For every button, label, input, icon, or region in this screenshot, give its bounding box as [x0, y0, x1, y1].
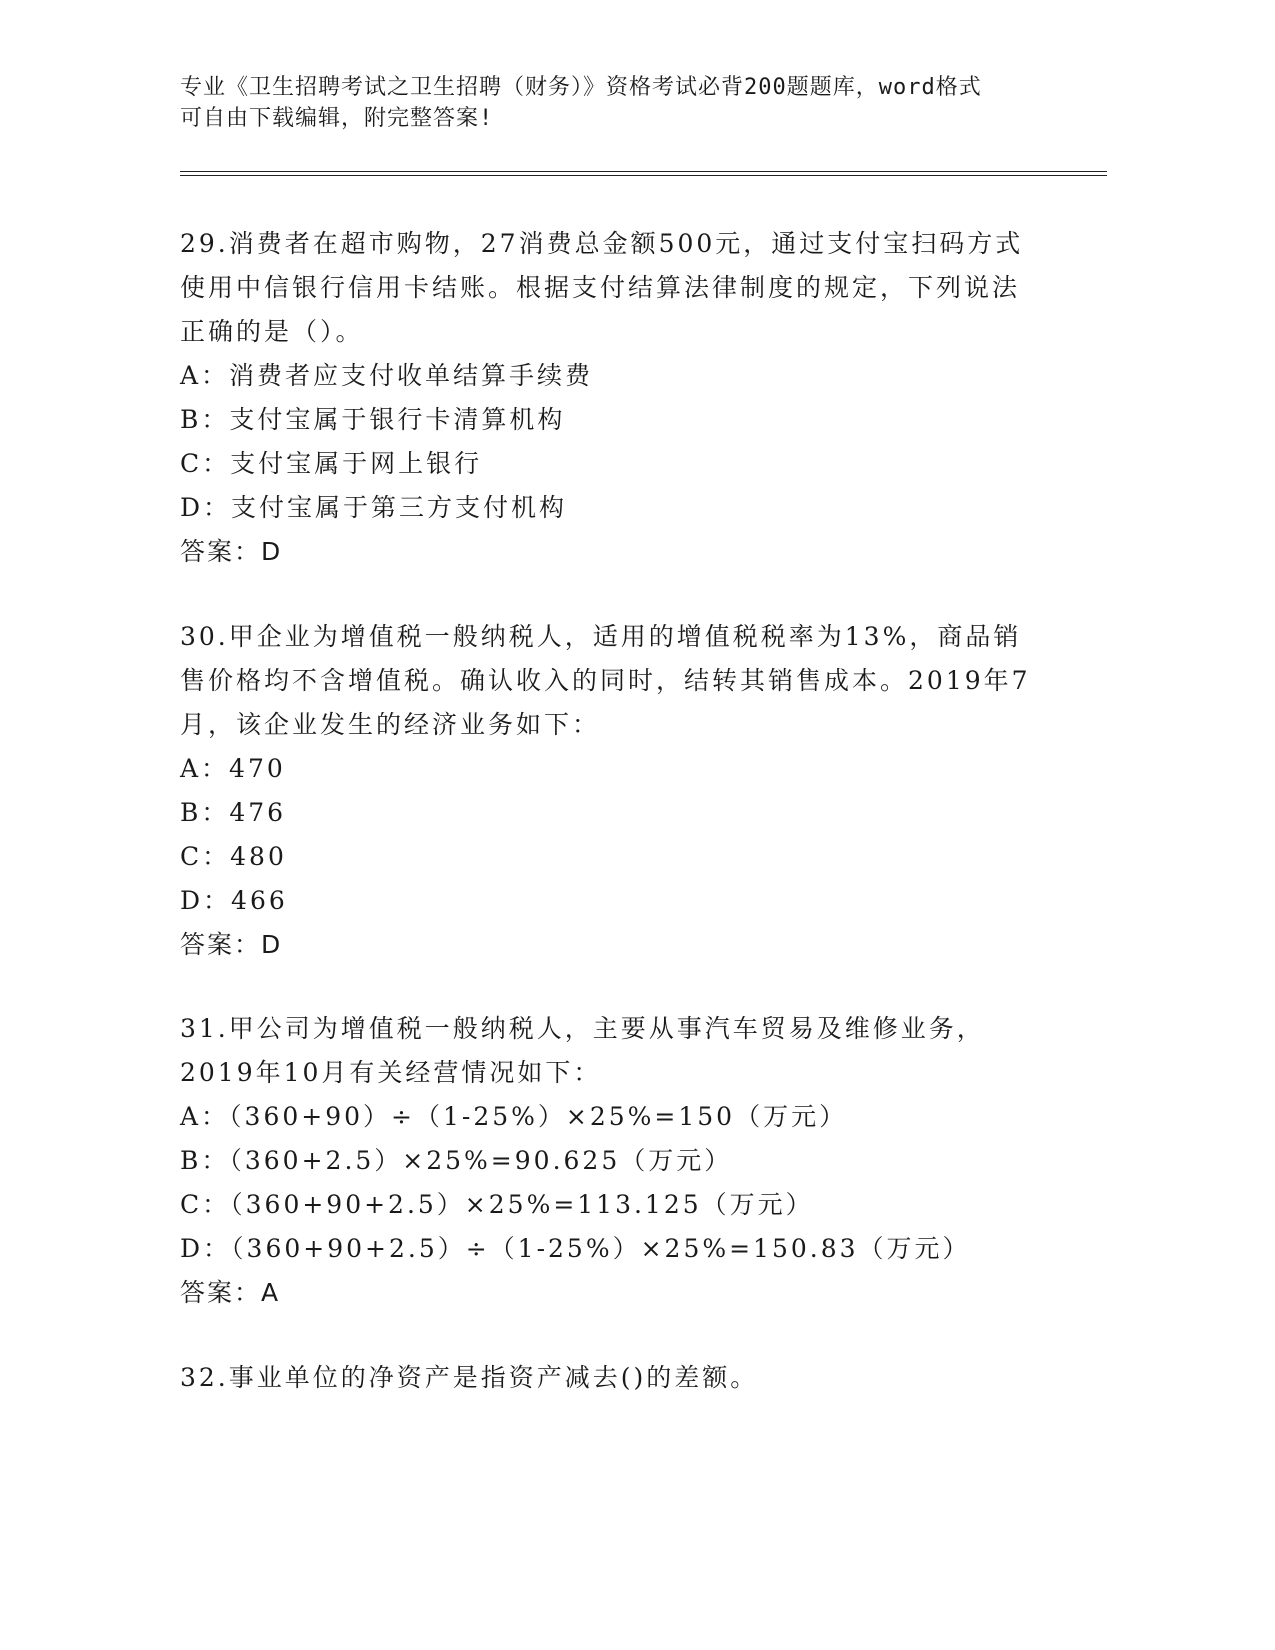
question-32 [180, 1356, 1040, 1400]
option-c: C：480 [180, 842, 287, 871]
answer-line: 答案：A [180, 1278, 281, 1307]
question-31 [180, 1007, 1040, 1315]
header-line-2: 可自由下载编辑，附完整答案! [180, 106, 494, 131]
answer-line: 答案：D [180, 930, 283, 959]
option-a: A：（360+90）÷（1-25%）×25%=150（万元） [180, 1102, 848, 1131]
option-d: D：支付宝属于第三方支付机构 [180, 493, 568, 522]
option-b: B：支付宝属于银行卡清算机构 [180, 405, 566, 434]
header-line-1: 专业《卫生招聘考试之卫生招聘（财务）》资格考试必背200题题库，word格式 [180, 75, 982, 100]
question-stem: 32.事业单位的净资产是指资产减去()的差额。 [180, 1363, 759, 1392]
option-d: D：（360+90+2.5）÷（1-25%）×25%=150.83（万元） [180, 1234, 971, 1263]
question-stem: 31.甲公司为增值税一般纳税人，主要从事汽车贸易及维修业务，2019年10月有关经营情况如下： [180, 1014, 985, 1087]
option-d: D：466 [180, 886, 288, 915]
answer-line: 答案：D [180, 537, 283, 566]
question-stem: 30.甲企业为增值税一般纳税人，适用的增值税税率为13%，商品销售价格均不含增值税。确认收入的同时，结转其销售成本。2019年7月，该企业发生的经济业务如下： [180, 622, 1031, 739]
option-b: B：（360+2.5）×25%=90.625（万元） [180, 1146, 733, 1175]
option-a: A：470 [180, 754, 286, 783]
header-divider [180, 171, 1107, 176]
option-c: C：支付宝属于网上银行 [180, 449, 483, 478]
document-header [180, 72, 1040, 134]
question-stem: 29.消费者在超市购物，27消费总金额500元，通过支付宝扫码方式使用中信银行信用卡结账。根据支付结算法律制度的规定，下列说法正确的是（）。 [180, 229, 1024, 346]
question-29 [180, 222, 1040, 574]
question-30 [180, 615, 1040, 967]
option-c: C：（360+90+2.5）×25%=113.125（万元） [180, 1190, 814, 1219]
option-b: B：476 [180, 798, 287, 827]
option-a: A：消费者应支付收单结算手续费 [180, 361, 594, 390]
